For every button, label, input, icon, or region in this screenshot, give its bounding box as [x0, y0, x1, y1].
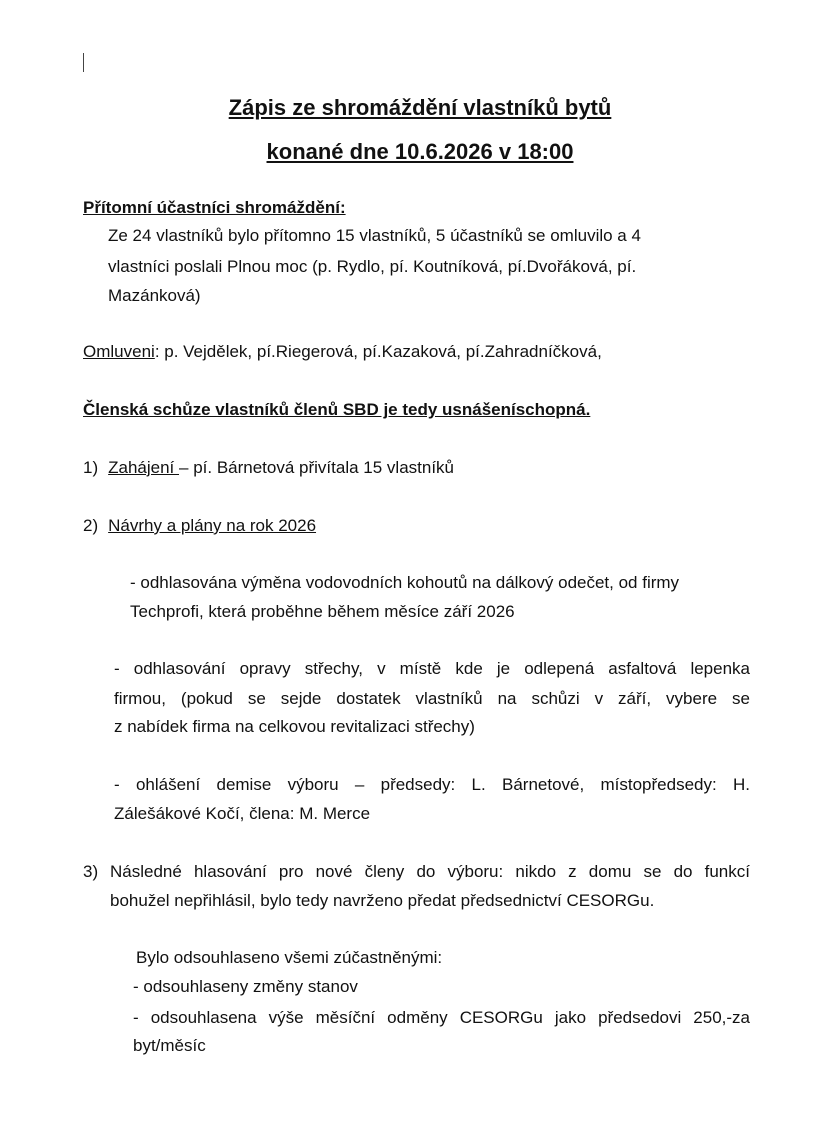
water-line: - odhlasována výměna vodovodních kohoutů na dálkový odečet, od firmy [130, 573, 680, 592]
excused-text: : p. Vejdělek, pí.Riegerová, pí.Kazaková, pí.Zahradníčková, [154, 342, 602, 361]
item-1 [83, 457, 454, 479]
roof-line: firmou, (pokud se sejde dostatek vlastníků na schůzi v září, vybere se [114, 689, 750, 708]
approved-item: - odsouhlaseny změny stanov [133, 977, 358, 996]
excused-label: Omluveni [83, 342, 155, 361]
item-2-label: Návrhy a plány na rok 2026 [108, 516, 317, 535]
committee-line: - ohlášení demise výboru – předsedy: L. Bárnetové, místopředsedy: H. [114, 775, 750, 794]
committee-line: Zálešákové Kočí, člena: M. Merce [114, 804, 371, 823]
water-line: Techprofi, která proběhne během měsíce září 2026 [130, 602, 515, 621]
item-3-line: Následné hlasování pro nové členy do výboru: nikdo z domu se do funkcí [110, 862, 750, 881]
roof-line: z nabídek firma na celkovou revitalizaci střechy) [114, 717, 475, 736]
item-2-number: 2) [83, 516, 99, 535]
item-3-line: bohužel nepřihlásil, bylo tedy navrženo předat předsednictví CESORGu. [110, 891, 655, 910]
excused-paragraph [83, 341, 602, 363]
item-1-label: Zahájení [108, 458, 180, 477]
text-cursor [83, 53, 84, 72]
document-title-line1: Zápis ze shromáždění vlastníků bytů [228, 95, 612, 120]
item-3-number: 3) [83, 862, 99, 881]
attendees-line: Ze 24 vlastníků bylo přítomno 15 vlastníků, 5 účastníků se omluvilo a 4 [108, 226, 641, 245]
roof-line: - odhlasování opravy střechy, v místě kde je odlepená asfaltová lepenka [114, 659, 750, 678]
item-2 [83, 515, 316, 537]
approved-item: byt/měsíc [133, 1036, 206, 1055]
quorum-statement: Členská schůze vlastníků členů SBD je tedy usnášeníschopná. [83, 400, 591, 419]
item-1-number: 1) [83, 458, 99, 477]
item-1-text: – pí. Bárnetová přivítala 15 vlastníků [179, 458, 455, 477]
approved-heading: Bylo odsouhlaseno všemi zúčastněnými: [136, 948, 443, 967]
attendees-line: vlastníci poslali Plnou moc (p. Rydlo, pí. Koutníková, pí.Dvořáková, pí. [108, 257, 637, 276]
approved-item: - odsouhlasena výše měsíční odměny CESORGu jako předsedovi 250,-za [133, 1008, 750, 1027]
attendees-heading: Přítomní účastníci shromáždění: [83, 198, 346, 217]
document-title-line2: konané dne 10.6.2026 v 18:00 [266, 139, 574, 164]
attendees-line: Mazánková) [108, 286, 201, 305]
